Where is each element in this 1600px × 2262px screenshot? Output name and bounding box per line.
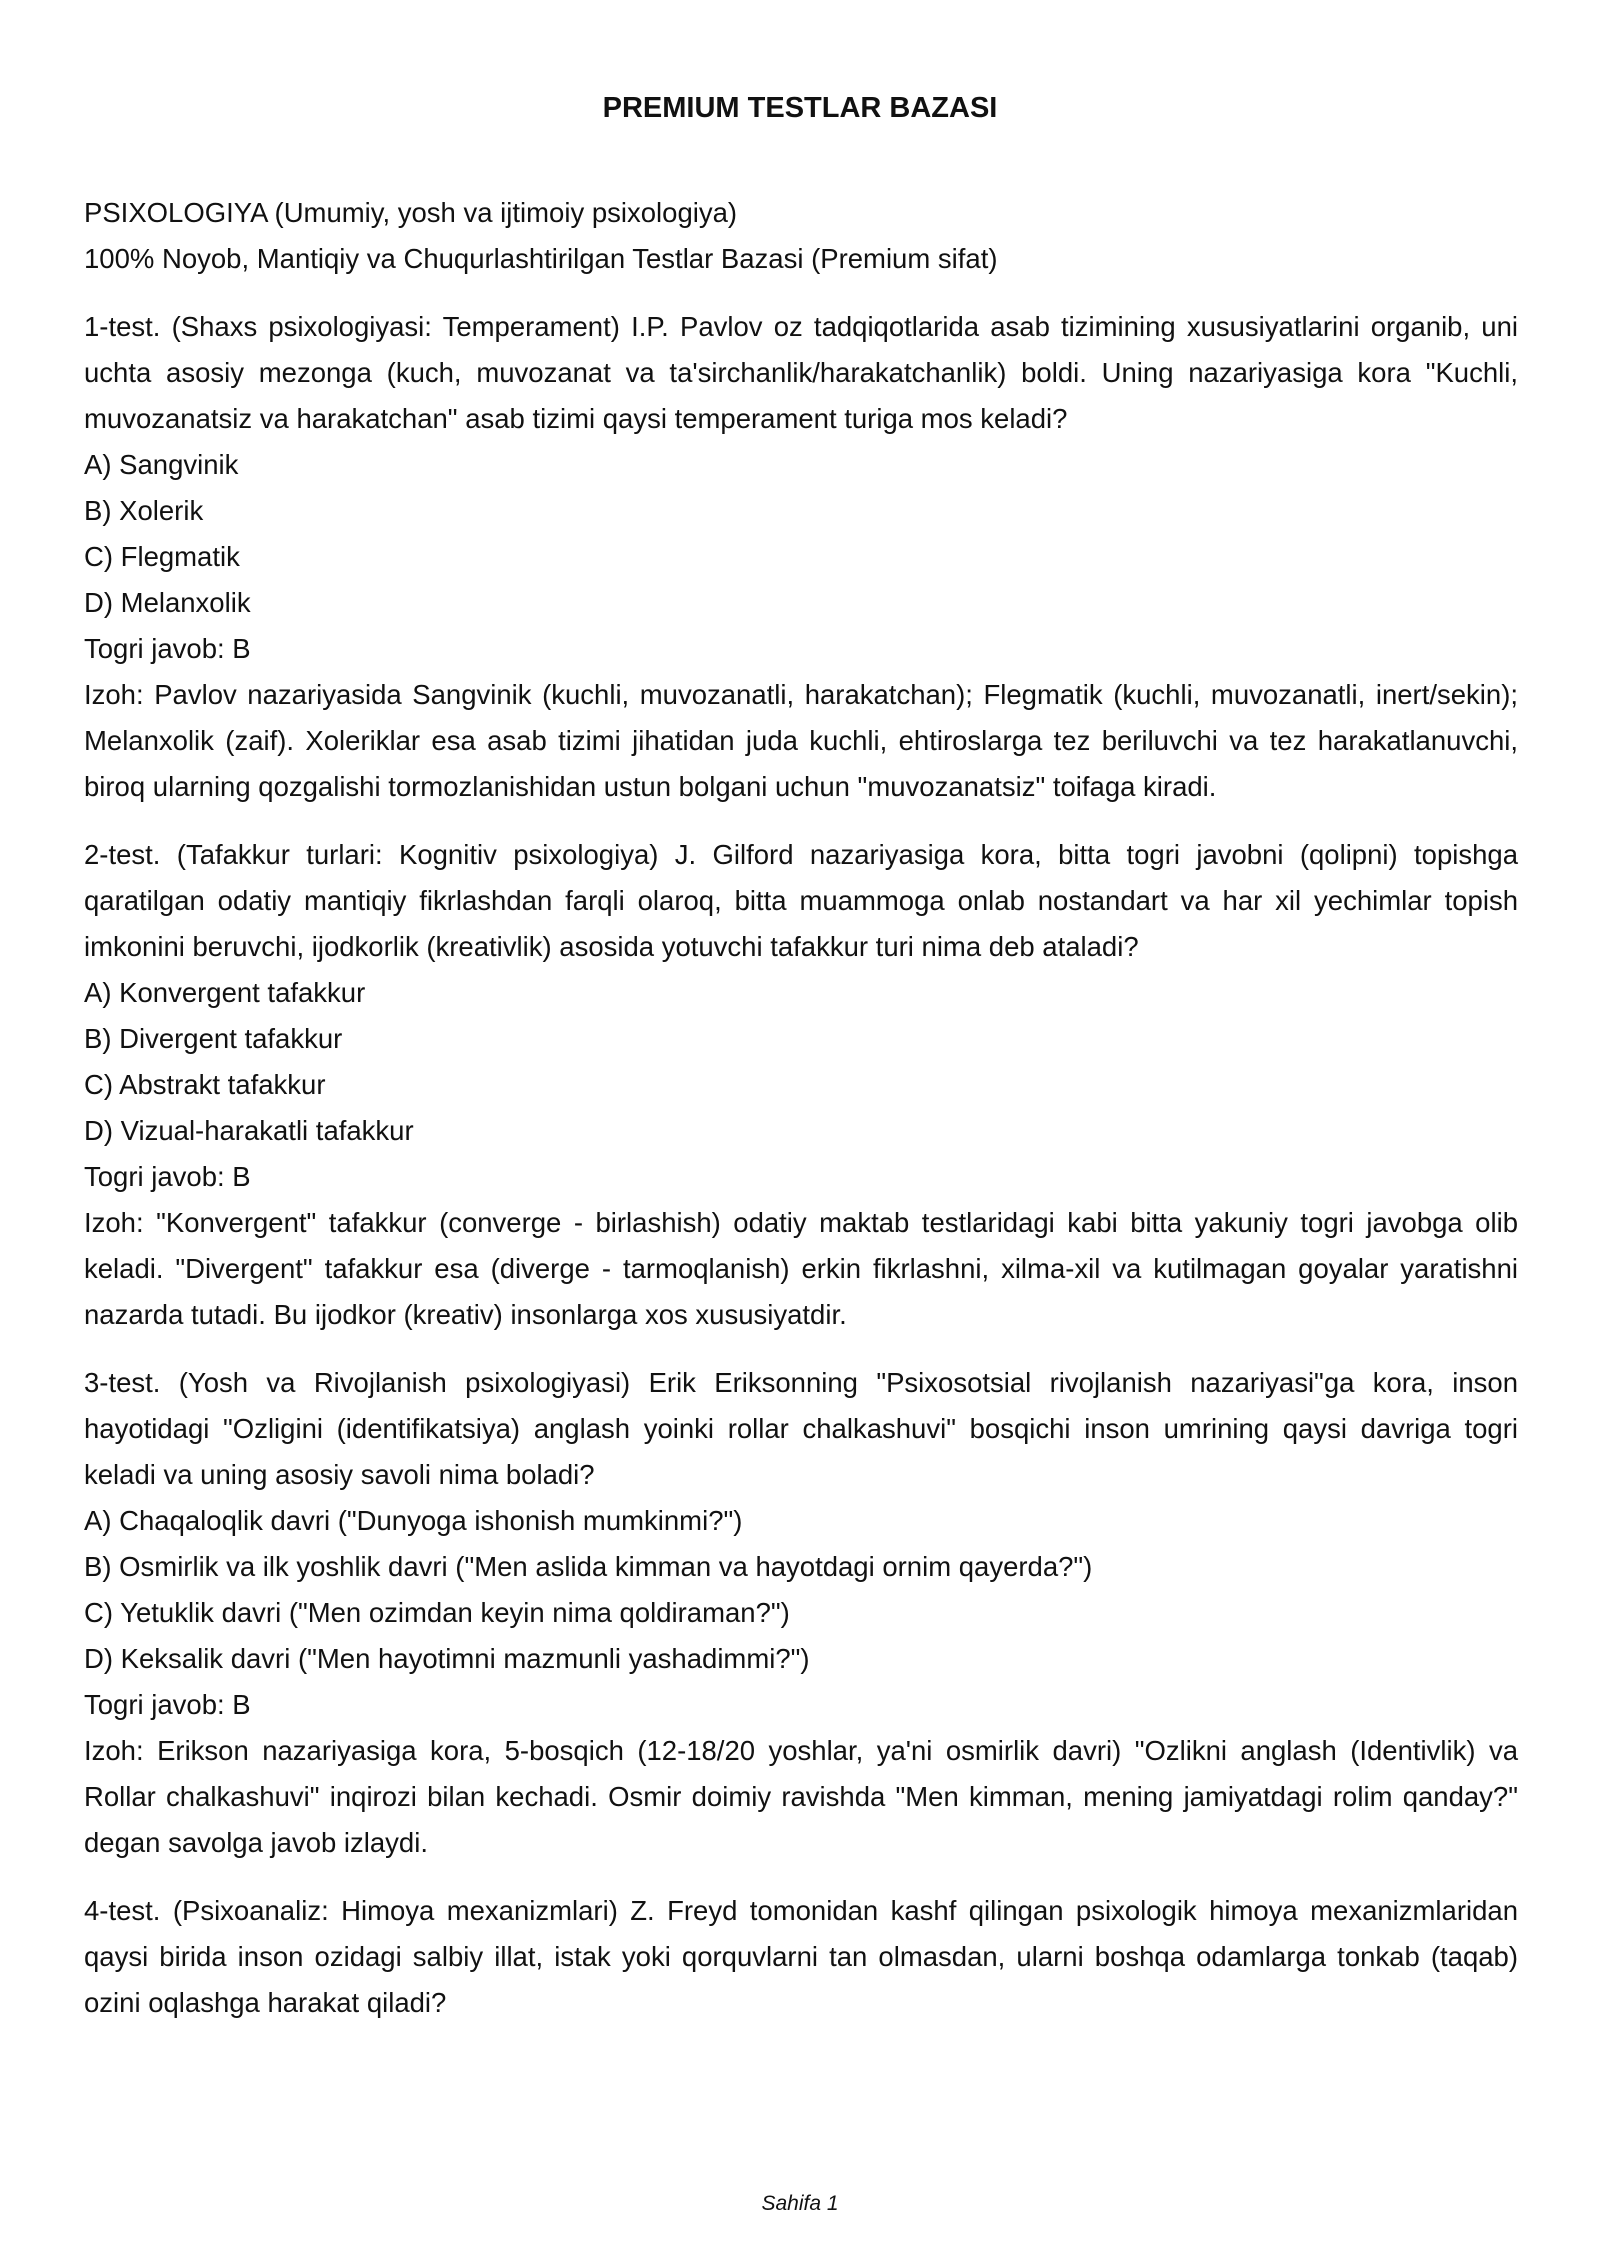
test-option-a: A) Konvergent tafakkur (84, 977, 366, 1008)
test-option-c: C) Flegmatik (84, 541, 240, 572)
test-option-c: C) Yetuklik davri ("Men ozimdan keyin nima qoldiraman?") (84, 1597, 790, 1628)
test-option-a: A) Sangvinik (84, 449, 239, 480)
document-intro (84, 190, 1518, 282)
test-option-d: D) Vizual-harakatli tafakkur (84, 1115, 414, 1146)
test-option-d: D) Keksalik davri ("Men hayotimni mazmunli yashadimmi?") (84, 1643, 810, 1674)
test-option-b: B) Divergent tafakkur (84, 1023, 343, 1054)
subject-heading: PSIXOLOGIYA (Umumiy, yosh va ijtimoiy psixologiya) (84, 197, 738, 228)
test-explanation: Izoh: "Konvergent" tafakkur (converge - birlashish) odatiy maktab testlaridagi kabi bitta yakuniy togri javobga olib keladi. "Divergent" tafakkur esa (diverge - tarmoqlanish) erkin fikrlashni, xilma-xil va kutilmagan goyalar yaratishni nazarda tutadi. Bu ijodkor (kreativ) insonlarga xos xususiyatdir. (84, 1207, 1518, 1330)
test-question: 2-test. (Tafakkur turlari: Kognitiv psixologiya) J. Gilford nazariyasiga kora, bitta togri javobni (qolipni) topishga qaratilgan odatiy mantiqiy fikrlashdan farqli olaroq, bitta muammoga onlab nostandart va har xil yechimlar topish imkonini beruvchi, ijodkorlik (kreativlik) asosida yotuvchi tafakkur turi nima deb ataladi? (84, 839, 1518, 962)
test-item-4 (84, 1888, 1518, 2026)
test-question: 3-test. (Yosh va Rivojlanish psixologiyasi) Erik Eriksonning "Psixosotsial rivojlanish nazariyasi"ga kora, inson hayotidagi "Ozligini (identifikatsiya) anglash yoinki rollar chalkashuvi" bosqichi inson umrining qaysi davriga togri keladi va uning asosiy savoli nima boladi? (84, 1367, 1518, 1490)
test-answer: Togri javob: B (84, 633, 251, 664)
document-body (84, 190, 1518, 2048)
test-item-2 (84, 832, 1518, 1338)
test-option-b: B) Osmirlik va ilk yoshlik davri ("Men aslida kimman va hayotdagi ornim qayerda?") (84, 1551, 1093, 1582)
test-explanation: Izoh: Pavlov nazariyasida Sangvinik (kuchli, muvozanatli, harakatchan); Flegmatik (kuchli, muvozanatli, inert/sekin); Melanxolik (zaif). Xoleriklar esa asab tizimi jihatidan juda kuchli, ehtiroslarga tez beriluvchi va tez harakatlanuvchi, biroq ularning qozgalishi tormozlanishidan ustun bolgani uchun "muvozanatsiz" toifaga kiradi. (84, 679, 1518, 802)
test-option-a: A) Chaqaloqlik davri ("Dunyoga ishonish mumkinmi?") (84, 1505, 743, 1536)
page-number: Sahifa 1 (761, 2192, 839, 2215)
test-item-3 (84, 1360, 1518, 1866)
test-question: 4-test. (Psixoanaliz: Himoya mexanizmlari) Z. Freyd tomonidan kashf qilingan psixologik himoya mexanizmlaridan qaysi birida inson ozidagi salbiy illat, istak yoki qorquvlarni tan olmasdan, ularni boshqa odamlarga tonkab (taqab) ozini oqlashga harakat qiladi? (84, 1895, 1518, 2018)
test-option-c: C) Abstrakt tafakkur (84, 1069, 326, 1100)
test-option-b: B) Xolerik (84, 495, 204, 526)
test-answer: Togri javob: B (84, 1161, 251, 1192)
collection-description: 100% Noyob, Mantiqiy va Chuqurlashtirilgan Testlar Bazasi (Premium sifat) (84, 243, 998, 274)
test-answer: Togri javob: B (84, 1689, 251, 1720)
test-explanation: Izoh: Erikson nazariyasiga kora, 5-bosqich (12-18/20 yoshlar, ya'ni osmirlik davri) "Ozlikni anglash (Identivlik) va Rollar chalkashuvi" inqirozi bilan kechadi. Osmir doimiy ravishda "Men kimman, mening jamiyatdagi rolim qanday?" degan savolga javob izlaydi. (84, 1735, 1518, 1858)
page-title: PREMIUM TESTLAR BAZASI (602, 92, 998, 124)
test-item-1 (84, 304, 1518, 810)
test-question: 1-test. (Shaxs psixologiyasi: Temperament) I.P. Pavlov oz tadqiqotlarida asab tizimining xususiyatlarini organib, uni uchta asosiy mezonga (kuch, muvozanat va ta'sirchanlik/harakatchanlik) boldi. Uning nazariyasiga kora "Kuchli, muvozanatsiz va harakatchan" asab tizimi qaysi temperament turiga mos keladi? (84, 311, 1518, 434)
test-option-d: D) Melanxolik (84, 587, 251, 618)
